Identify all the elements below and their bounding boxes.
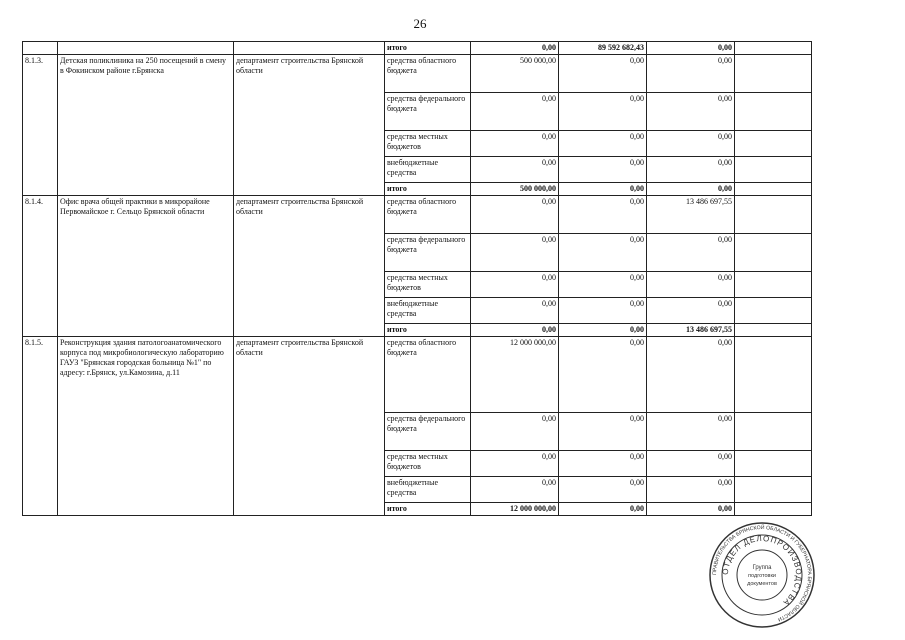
table-row — [23, 55, 812, 93]
value-cell: 0,00 — [559, 272, 647, 298]
value-cell: 0,00 — [647, 477, 735, 503]
value-cell: 0,00 — [471, 413, 559, 451]
value-cell: 13 486 697,55 — [647, 324, 735, 337]
value-cell: 0,00 — [647, 503, 735, 516]
item-name: Реконструкция здания патологоанатомического корпуса под микробиологическую лабораторию ГАУЗ "Брянская городская больница №1" по адресу: г.Брянск, ул.Камозина, д.11 — [58, 337, 234, 516]
source-cell: средства местных бюджетов — [385, 451, 471, 477]
value-cell: 0,00 — [647, 183, 735, 196]
stamp-center-text: подготовки — [748, 573, 776, 579]
value-cell: 0,00 — [471, 157, 559, 183]
value-cell: 0,00 — [647, 234, 735, 272]
value-cell: 0,00 — [559, 477, 647, 503]
table-row — [23, 337, 812, 413]
value-cell: 0,00 — [559, 337, 647, 413]
value-cell: 0,00 — [471, 451, 559, 477]
value-cell: 0,00 — [559, 131, 647, 157]
source-cell: средства местных бюджетов — [385, 131, 471, 157]
table-row — [23, 42, 812, 55]
value-cell: 500 000,00 — [471, 183, 559, 196]
item-index: 8.1.3. — [23, 55, 58, 196]
value-cell: 0,00 — [647, 451, 735, 477]
stamp-center-text: Группа — [752, 565, 772, 571]
source-cell: внебюджетные средства — [385, 157, 471, 183]
source-cell: средства федерального бюджета — [385, 93, 471, 131]
value-cell: 0,00 — [471, 234, 559, 272]
value-cell: 0,00 — [471, 196, 559, 234]
value-cell: 0,00 — [647, 55, 735, 93]
source-cell: средства областного бюджета — [385, 337, 471, 413]
value-cell: 0,00 — [559, 234, 647, 272]
value-cell: 0,00 — [559, 503, 647, 516]
value-cell: 0,00 — [647, 337, 735, 413]
value-cell: 0,00 — [647, 272, 735, 298]
value-cell: 89 592 682,43 — [559, 42, 647, 55]
value-cell: 12 000 000,00 — [471, 337, 559, 413]
value-cell: 0,00 — [559, 183, 647, 196]
item-index: 8.1.5. — [23, 337, 58, 516]
value-cell: 500 000,00 — [471, 55, 559, 93]
source-cell: средства федерального бюджета — [385, 413, 471, 451]
value-cell: 0,00 — [559, 324, 647, 337]
value-cell: 0,00 — [559, 451, 647, 477]
page-number: 26 — [413, 16, 427, 31]
value-cell: 0,00 — [471, 93, 559, 131]
item-index: 8.1.4. — [23, 196, 58, 337]
value-cell: 0,00 — [647, 413, 735, 451]
organization-stamp — [708, 521, 816, 629]
source-cell: внебюджетные средства — [385, 298, 471, 324]
item-name: Офис врача общей практики в микрорайоне Первомайское г. Сельцо Брянской области — [58, 196, 234, 337]
stamp-inner-text: ОТДЕЛ ДЕЛОПРОИЗВОДСТВА — [720, 533, 804, 608]
value-cell: 0,00 — [559, 55, 647, 93]
item-department: департамент строительства Брянской области — [234, 196, 385, 337]
value-cell: 0,00 — [471, 477, 559, 503]
value-cell: 0,00 — [647, 42, 735, 55]
stamp-outer-text: ПРАВИТЕЛЬСТВА БРЯНСКОЙ ОБЛАСТИ И ГУБЕРНАТОРА БРЯНСКОЙ ОБЛАСТИ — [711, 524, 813, 623]
value-cell: 0,00 — [559, 196, 647, 234]
value-cell: 0,00 — [647, 298, 735, 324]
value-cell: 0,00 — [647, 157, 735, 183]
source-cell: средства местных бюджетов — [385, 272, 471, 298]
value-cell: 0,00 — [647, 131, 735, 157]
value-cell: 0,00 — [471, 272, 559, 298]
source-cell: итого — [385, 503, 471, 516]
value-cell: 0,00 — [559, 93, 647, 131]
item-department: департамент строительства Брянской области — [234, 337, 385, 516]
source-cell: средства областного бюджета — [385, 196, 471, 234]
value-cell: 0,00 — [559, 298, 647, 324]
item-department: департамент строительства Брянской области — [234, 55, 385, 196]
table-row — [23, 196, 812, 234]
source-cell: средства федерального бюджета — [385, 234, 471, 272]
source-cell: итого — [385, 183, 471, 196]
value-cell: 0,00 — [471, 131, 559, 157]
value-cell: 0,00 — [647, 93, 735, 131]
value-cell: 0,00 — [471, 298, 559, 324]
value-cell: 0,00 — [559, 413, 647, 451]
stamp-center-text: документов — [747, 581, 777, 587]
item-name: Детская поликлиника на 250 посещений в смену в Фокинском районе г.Брянска — [58, 55, 234, 196]
source-cell: средства областного бюджета — [385, 55, 471, 93]
source-cell: итого — [385, 324, 471, 337]
source-cell: внебюджетные средства — [385, 477, 471, 503]
financing-table — [22, 41, 812, 516]
source-cell: итого — [385, 42, 471, 55]
value-cell: 0,00 — [471, 42, 559, 55]
value-cell: 12 000 000,00 — [471, 503, 559, 516]
value-cell: 0,00 — [559, 157, 647, 183]
value-cell: 13 486 697,55 — [647, 196, 735, 234]
value-cell: 0,00 — [471, 324, 559, 337]
